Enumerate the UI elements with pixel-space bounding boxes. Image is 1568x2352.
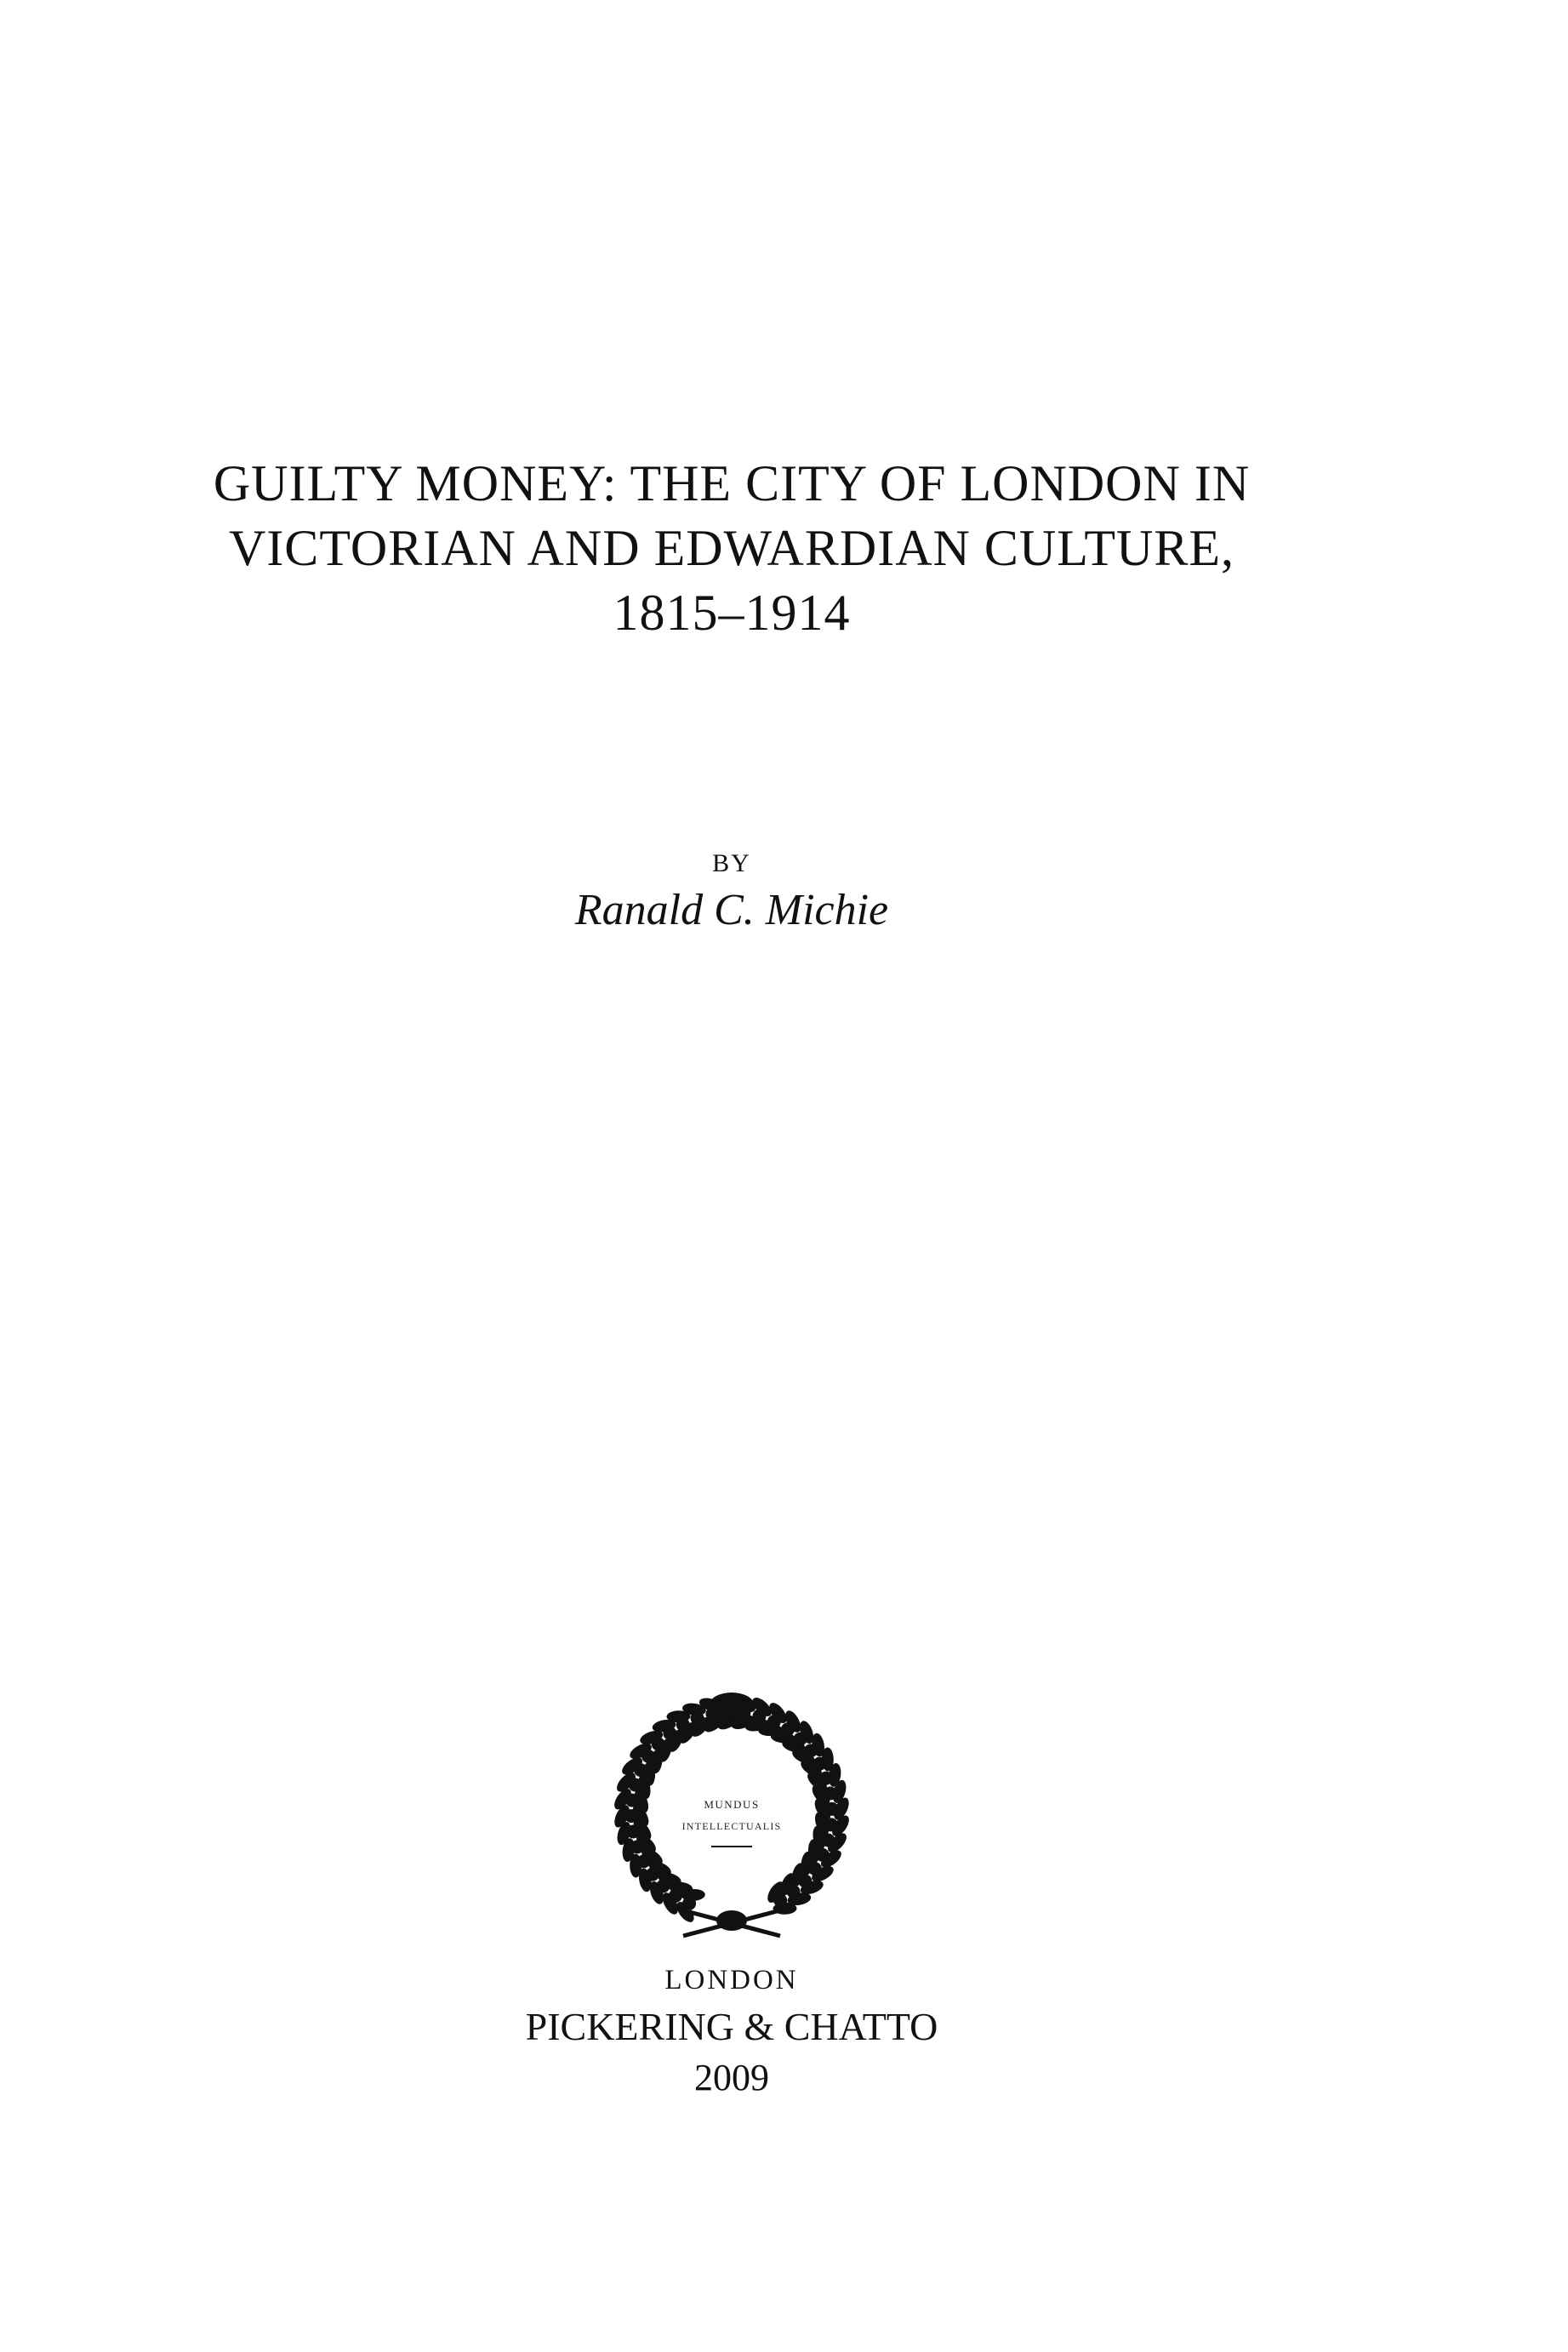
wreath-branch bbox=[804, 1744, 818, 1757]
wreath-branch bbox=[625, 1794, 639, 1807]
title-line-3: 1815–1914 bbox=[613, 585, 851, 641]
book-title bbox=[0, 451, 1463, 645]
publisher-city: LONDON bbox=[664, 1965, 799, 1995]
wreath-branch bbox=[657, 1879, 670, 1892]
wreath-branch bbox=[676, 1718, 690, 1732]
wreath-branch bbox=[781, 1722, 795, 1736]
publisher-imprint bbox=[0, 1960, 1463, 2103]
wreath-branch bbox=[634, 1763, 647, 1777]
laurel-wreath-emblem bbox=[596, 1681, 868, 1953]
wreath-branch bbox=[652, 1738, 665, 1751]
wreath-branch bbox=[819, 1772, 833, 1785]
publisher-name: PICKERING & CHATTO bbox=[525, 2005, 938, 2048]
wreath-branch bbox=[798, 1875, 812, 1888]
wreath-branch bbox=[808, 1862, 822, 1875]
wreath-branch bbox=[669, 1889, 682, 1903]
publication-year: 2009 bbox=[694, 2057, 769, 2098]
author-name: Ranald C. Michie bbox=[574, 886, 889, 934]
wreath-branch bbox=[663, 1727, 676, 1740]
wreath-branch bbox=[816, 1848, 830, 1862]
wreath-branch bbox=[646, 1868, 659, 1881]
wreath-branch bbox=[824, 1818, 838, 1831]
wreath-branch bbox=[682, 1897, 696, 1910]
wreath-branch bbox=[787, 1885, 801, 1898]
wreath-branch bbox=[821, 1834, 835, 1847]
wreath-branch bbox=[624, 1809, 638, 1823]
by-label: BY bbox=[712, 849, 751, 877]
wreath-branch bbox=[767, 1715, 781, 1728]
wreath-branch bbox=[641, 1750, 655, 1763]
wreath-branch bbox=[753, 1710, 767, 1723]
wreath-branch bbox=[773, 1893, 787, 1907]
wreath-branch bbox=[637, 1854, 651, 1868]
wreath-branch bbox=[825, 1802, 839, 1816]
author-block bbox=[0, 847, 1463, 940]
wreath-branch bbox=[630, 1840, 644, 1853]
emblem-text-line-1: MUNDUS bbox=[704, 1798, 760, 1811]
wreath-branch bbox=[824, 1787, 837, 1801]
wreath-branch bbox=[629, 1778, 642, 1792]
ribbon-knot bbox=[716, 1910, 747, 1931]
wreath-crown bbox=[710, 1693, 754, 1716]
title-line-2: VICTORIAN AND EDWARDIAN CULTURE, bbox=[229, 520, 1234, 576]
wreath-branch bbox=[794, 1733, 807, 1746]
title-line-1: GUILTY MONEY: THE CITY OF LONDON IN bbox=[213, 455, 1251, 511]
wreath-branch bbox=[813, 1757, 826, 1771]
emblem-text-line-2: INTELLECTUALIS bbox=[681, 1820, 782, 1832]
wreath-branch bbox=[626, 1825, 640, 1839]
wreath-branch bbox=[691, 1711, 704, 1725]
